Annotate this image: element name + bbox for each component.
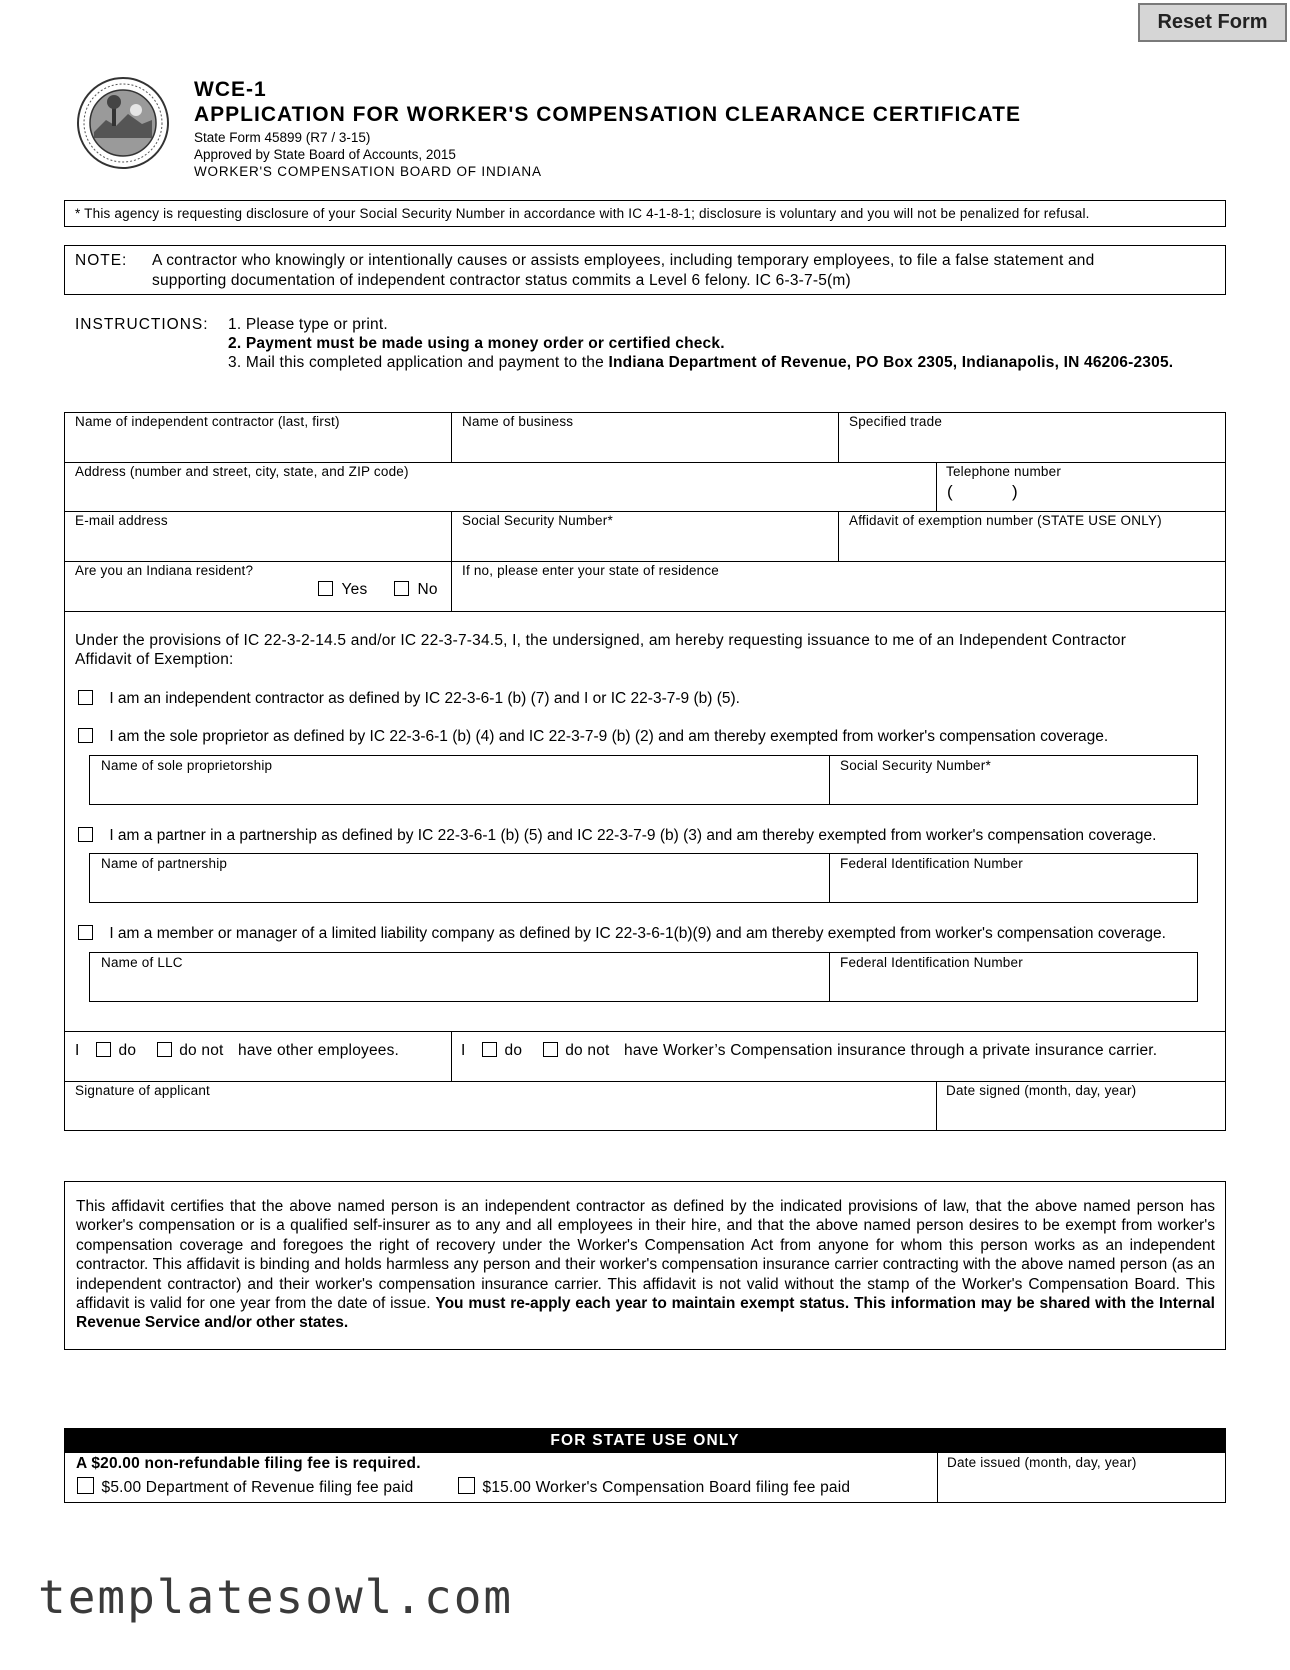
note-label: NOTE: — [75, 252, 128, 269]
wcb-fee-option — [458, 1477, 850, 1497]
llc-name-field[interactable]: Name of LLC — [101, 955, 183, 970]
instruction-3-address: Indiana Department of Revenue, PO Box 2305, Indianapolis, IN 46206-2305. — [608, 354, 1174, 371]
instruction-2: 2. Payment must be made using a money order or certified check. — [228, 335, 725, 352]
state-use-box — [64, 1428, 1226, 1503]
partnership-name-field[interactable]: Name of partnership — [101, 856, 228, 871]
instructions-label: INSTRUCTIONS: — [75, 316, 209, 333]
instruction-3-text: 3. Mail this completed application and payment to the — [228, 354, 609, 371]
indiana-state-seal-icon — [76, 76, 170, 170]
signature-field[interactable]: Signature of applicant — [75, 1083, 210, 1098]
insurance-do-label: do — [504, 1042, 523, 1059]
partner-option[interactable] — [78, 827, 1156, 845]
resident-yes-label: Yes — [341, 581, 368, 598]
llc-label: I am a member or manager of a limited liability company as defined by IC 22-3-6-1(b)(9) and am thereby exempted from worker's compensation coverage. — [109, 925, 1166, 942]
note-text-line1: A contractor who knowingly or intentionally causes or assists employees, including temporary employees, to file a false statement and — [152, 252, 1095, 269]
contractor-name-field[interactable]: Name of independent contractor (last, first) — [75, 414, 340, 429]
date-issued-field: Date issued (month, day, year) — [947, 1455, 1137, 1470]
dor-fee-checkbox[interactable] — [77, 1477, 94, 1494]
dor-fee-option — [77, 1477, 413, 1497]
resident-yes-option[interactable] — [318, 581, 367, 599]
form-title: APPLICATION FOR WORKER'S COMPENSATION CLEARANCE CERTIFICATE — [194, 103, 1021, 126]
instruction-1: 1. Please type or print. — [228, 316, 388, 333]
instruction-3 — [228, 354, 1173, 372]
ssn-notice: * This agency is requesting disclosure of your Social Security Number in accordance with IC 4-1-8-1; disclosure is voluntary and you will not be penalized for refusal. — [75, 206, 1090, 221]
insurance-i: I — [461, 1042, 466, 1059]
sole-proprietor-fields — [89, 755, 1198, 805]
insurance-do-not-checkbox[interactable] — [543, 1042, 558, 1057]
insurance-do-checkbox[interactable] — [482, 1042, 497, 1057]
llc-checkbox[interactable] — [78, 925, 93, 940]
llc-fields — [89, 952, 1198, 1002]
agency-name: WORKER'S COMPENSATION BOARD OF INDIANA — [194, 164, 542, 179]
state-use-header: FOR STATE USE ONLY — [65, 1429, 1225, 1453]
telephone-area-open: ( — [947, 482, 953, 501]
employees-statement — [75, 1042, 399, 1060]
address-field[interactable]: Address (number and street, city, state, and ZIP code) — [75, 464, 409, 479]
filing-fee-required: A $20.00 non-refundable filing fee is required. — [76, 1455, 421, 1472]
affidavit-warning: You must re-apply each year to maintain exempt status. This information may be shared with the Internal Revenue Service and/or other states. — [76, 1295, 1215, 1332]
partner-checkbox[interactable] — [78, 827, 93, 842]
wcb-fee-label: $15.00 Worker's Compensation Board filing fee paid — [482, 1479, 851, 1496]
resident-no-checkbox[interactable] — [394, 581, 409, 596]
sole-proprietor-checkbox[interactable] — [78, 728, 93, 743]
date-signed-field[interactable]: Date signed (month, day, year) — [946, 1083, 1137, 1098]
affidavit-box — [64, 1181, 1226, 1350]
resident-yes-checkbox[interactable] — [318, 581, 333, 596]
state-of-residence-field[interactable]: If no, please enter your state of residence — [462, 563, 719, 578]
watermark: templatesowl.com — [38, 1570, 514, 1624]
employees-do-not-label: do not — [179, 1042, 224, 1059]
affidavit-body: This affidavit certifies that the above named person is an independent contractor as defined by the indicated provisions of law, that the above named person has worker's compensation or is a qualified self-insurer as to any and all employees in their hire, and that the above named person desires to be exempt from worker's compensation coverage and foregoes the right of recovery under the Worker's Compensation Act from anyone for whom this person works as an independent contractor. This affidavit is binding and holds harmless any person and their worker's compensation insurance carrier contracting with the above named person (as an independent contractor) and their worker's compensation insurance carrier. This affidavit is not valid without the stamp of the Worker's Compensation Board. This affidavit is valid for one year from the date of issue. — [76, 1198, 1215, 1313]
employees-i: I — [75, 1042, 80, 1059]
employees-do-not-checkbox[interactable] — [157, 1042, 172, 1057]
sole-proprietor-option[interactable] — [78, 728, 1108, 746]
sole-proprietor-ssn-field[interactable]: Social Security Number* — [840, 758, 991, 773]
sole-proprietorship-name-field[interactable]: Name of sole proprietorship — [101, 758, 273, 773]
insurance-suffix: have Worker’s Compensation insurance through a private insurance carrier. — [624, 1042, 1158, 1059]
indiana-resident-label: Are you an Indiana resident? — [75, 563, 254, 578]
sole-proprietor-label: I am the sole proprietor as defined by IC 22-3-6-1 (b) (4) and IC 22-3-7-9 (b) (2) and am thereby exempted from worker's compensation coverage. — [109, 728, 1109, 745]
specified-trade-field[interactable]: Specified trade — [849, 414, 943, 429]
exemption-intro-line2: Affidavit of Exemption: — [75, 651, 234, 668]
llc-option[interactable] — [78, 925, 1166, 943]
partner-label: I am a partner in a partnership as defined by IC 22-3-6-1 (b) (5) and IC 22-3-7-9 (b) (3) and am thereby exempted from worker's compensation coverage. — [109, 827, 1157, 844]
resident-no-label: No — [417, 581, 438, 598]
employees-do-checkbox[interactable] — [96, 1042, 111, 1057]
affidavit-number-field: Affidavit of exemption number (STATE USE ONLY) — [849, 513, 1162, 528]
telephone-area-close: ) — [1012, 482, 1018, 501]
ssn-field[interactable]: Social Security Number* — [462, 513, 613, 528]
partnership-fein-field[interactable]: Federal Identification Number — [840, 856, 1023, 871]
affidavit-text — [76, 1197, 1215, 1333]
dor-fee-label: $5.00 Department of Revenue filing fee paid — [101, 1479, 414, 1496]
note-box — [64, 245, 1226, 295]
telephone-field[interactable]: Telephone number — [946, 464, 1062, 479]
insurance-do-not-label: do not — [565, 1042, 610, 1059]
insurance-statement — [461, 1042, 1157, 1060]
exemption-intro-line1: Under the provisions of IC 22-3-2-14.5 and/or IC 22-3-7-34.5, I, the undersigned, am hereby requesting issuance to me of an Independent Contractor — [75, 632, 1127, 649]
ssn-notice-box — [64, 200, 1226, 227]
llc-fein-field[interactable]: Federal Identification Number — [840, 955, 1023, 970]
reset-form-button[interactable]: Reset Form — [1138, 3, 1287, 42]
partnership-fields — [89, 853, 1198, 903]
employees-do-label: do — [118, 1042, 137, 1059]
independent-contractor-checkbox[interactable] — [78, 690, 93, 705]
approval-line: Approved by State Board of Accounts, 2015 — [194, 147, 456, 162]
independent-contractor-label: I am an independent contractor as defined by IC 22-3-6-1 (b) (7) and I or IC 22-3-7-9 (b) (5). — [109, 690, 740, 707]
state-form-number: State Form 45899 (R7 / 3-15) — [194, 130, 371, 145]
wcb-fee-checkbox[interactable] — [458, 1477, 475, 1494]
resident-no-option[interactable] — [394, 581, 438, 599]
business-name-field[interactable]: Name of business — [462, 414, 574, 429]
employees-suffix: have other employees. — [238, 1042, 400, 1059]
independent-contractor-option[interactable] — [78, 690, 740, 708]
email-field[interactable]: E-mail address — [75, 513, 168, 528]
form-id: WCE-1 — [194, 78, 267, 101]
note-text-line2: supporting documentation of independent contractor status commits a Level 6 felony. IC 6-3-7-5(m) — [152, 272, 851, 289]
